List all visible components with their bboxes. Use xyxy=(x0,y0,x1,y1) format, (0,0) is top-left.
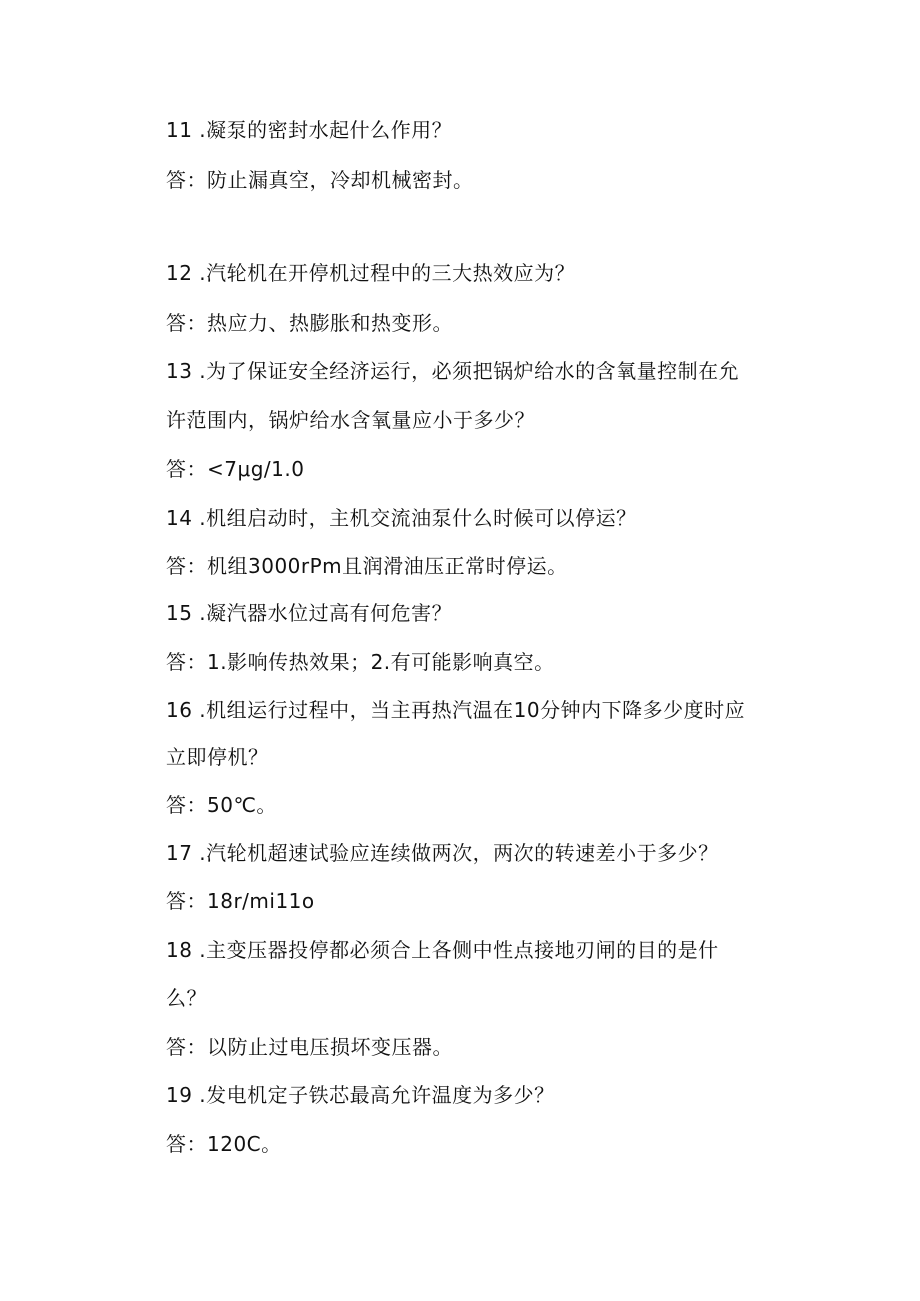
answer-14: 答：机组3000rPm且润滑油压正常时停运。 xyxy=(166,554,568,578)
answer-11: 答：防止漏真空，冷却机械密封。 xyxy=(166,168,474,192)
answer-16: 答：50℃。 xyxy=(166,793,277,817)
answer-19: 答：120C。 xyxy=(166,1132,282,1156)
question-11: 11 .凝泵的密封水起什么作用？ xyxy=(166,118,453,142)
question-19: 19 .发电机定子铁芯最高允许温度为多少？ xyxy=(166,1083,555,1107)
question-18-line-2: 么？ xyxy=(166,986,207,1010)
question-16-line-2: 立即停机？ xyxy=(166,745,269,769)
question-12: 12 .汽轮机在开停机过程中的三大热效应为？ xyxy=(166,261,576,285)
question-18-line-1: 18 .主变压器投停都必须合上各侧中性点接地刃闸的目的是什 xyxy=(166,938,719,962)
answer-13: 答：<7μg/1.0 xyxy=(166,457,305,481)
answer-17: 答：18r/mi11o xyxy=(166,889,315,913)
question-13-line-2: 许范围内，锅炉给水含氧量应小于多少？ xyxy=(166,408,535,432)
question-17: 17 .汽轮机超速试验应连续做两次，两次的转速差小于多少？ xyxy=(166,841,719,865)
question-15: 15 .凝汽器水位过高有何危害？ xyxy=(166,601,453,625)
question-14: 14 .机组启动时，主机交流油泵什么时候可以停运？ xyxy=(166,506,637,530)
question-16-line-1: 16 .机组运行过程中，当主再热汽温在10分钟内下降多少度时应 xyxy=(166,698,746,722)
answer-12: 答：热应力、热膨胀和热变形。 xyxy=(166,311,453,335)
question-13-line-1: 13 .为了保证安全经济运行，必须把锅炉给水的含氧量控制在允 xyxy=(166,359,740,383)
answer-15: 答：1.影响传热效果；2.有可能影响真空。 xyxy=(166,650,555,674)
answer-18: 答：以防止过电压损坏变压器。 xyxy=(166,1035,453,1059)
